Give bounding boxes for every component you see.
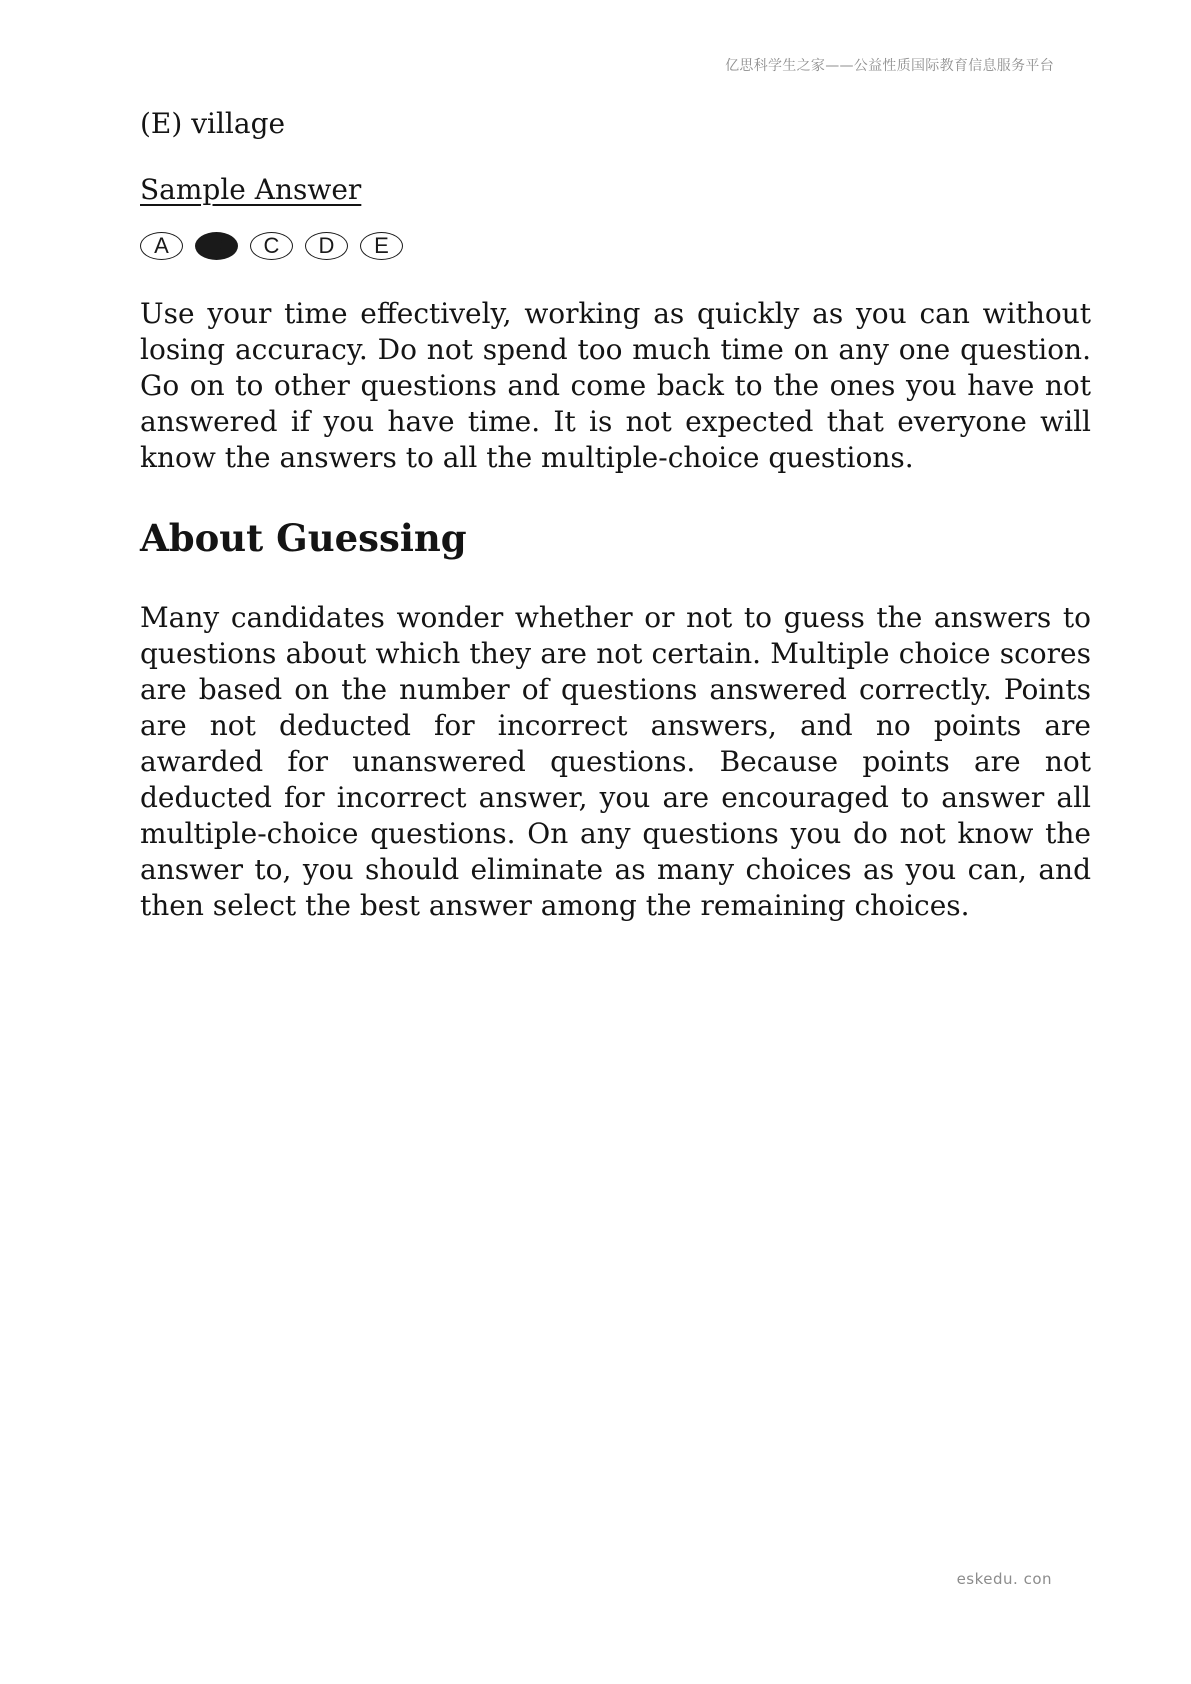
footer-site: eskedu. con xyxy=(956,1570,1052,1588)
sample-answer-label: Sample Answer xyxy=(140,173,362,206)
header-site-line: 亿思科学生之家——公益性质国际教育信息服务平台 xyxy=(725,58,1054,74)
section-heading: About Guessing xyxy=(140,516,467,560)
bubble-a: A xyxy=(140,232,183,260)
time-advice-paragraph: Use your time effectively, working as quickly as you can without losing accuracy. Do not spend too much time on any one question. Go on to other questions and come back to the ones you have not answered if you have time. It is not expected that everyone will know the answers to all the multiple-choice questions. xyxy=(140,297,1091,474)
bubble-b-filled: B xyxy=(195,232,238,260)
guessing-paragraph: Many candidates wonder whether or not to guess the answers to questions about which they are not certain. Multiple choice scores are based on the number of questions answered correctly. Points are not deducted for incorrect answers, and no points are awarded for unanswered questions. Because points are not deducted for incorrect answer, you are encouraged to answer all multiple-choice questions. On any questions you do not know the answer to, you should eliminate as many choices as you can, and then select the best answer among the remaining choices. xyxy=(140,601,1091,922)
bubble-c: C xyxy=(250,232,293,260)
page-content xyxy=(140,106,1091,924)
bubble-e: E xyxy=(360,232,403,260)
bubble-d: D xyxy=(305,232,348,260)
answer-option-e: (E) village xyxy=(140,107,286,140)
answer-bubbles xyxy=(140,230,1091,262)
